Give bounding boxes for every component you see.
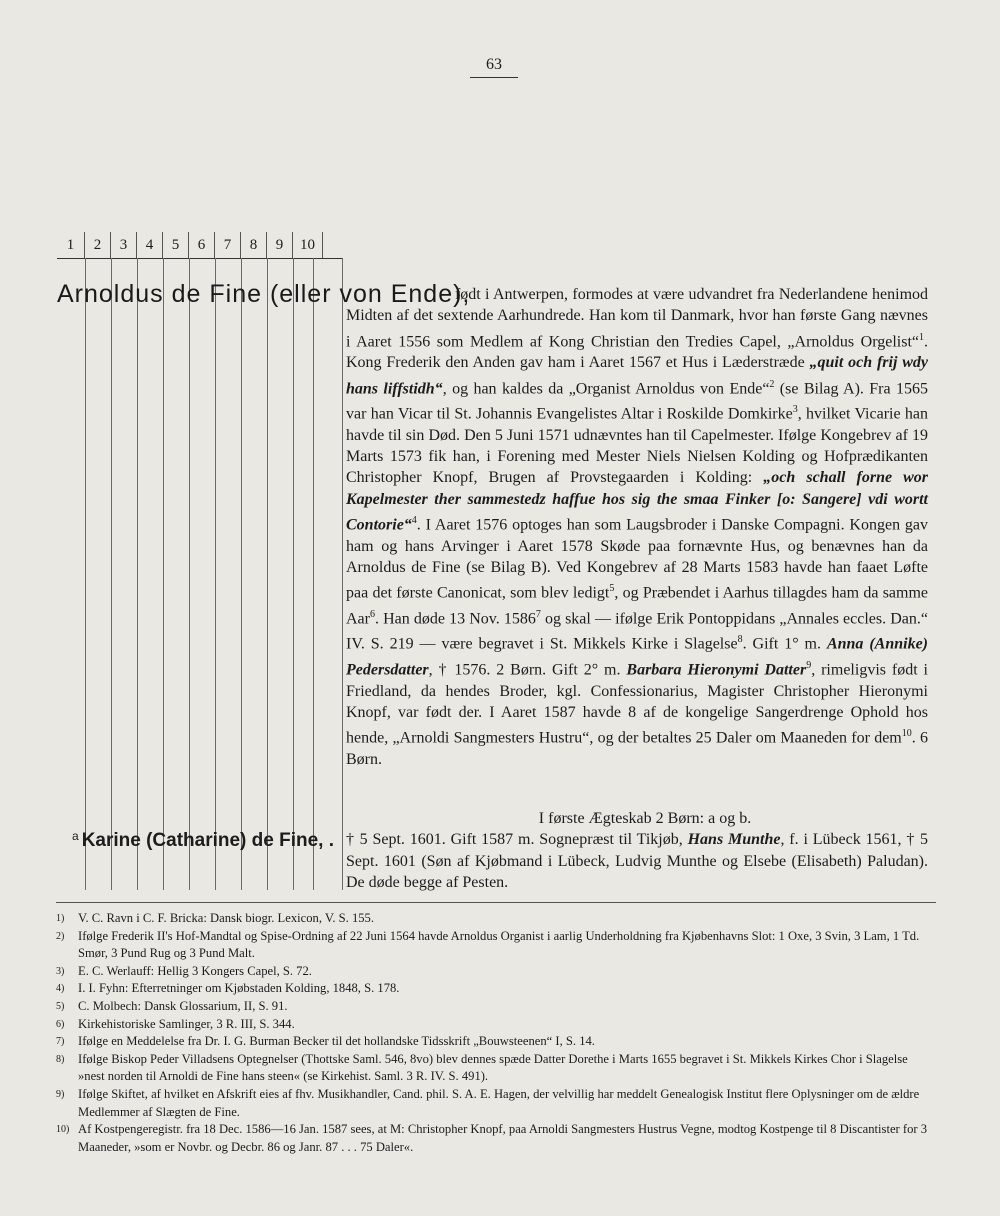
generation-columns-header — [57, 232, 343, 259]
footnote: 1) V. C. Ravn i C. F. Bricka: Dansk biogr. Lexicon, V. S. 155. — [56, 911, 374, 925]
column-rule — [85, 258, 86, 890]
column-rule — [342, 258, 343, 890]
entry-body-arnoldus: født i Antwerpen, formodes at være udvandret fra Nederlandene henimod Midten af det sextende Aarhundrede. Han kom til Danmark, hvor han første Gang nævnes i Aaret 1556 som Medlem af Kong Christian den Tredies Capel, „Arnoldus Orgelist“$^1$. Kong Frederik den Anden gav ham i Aaret 1567 et Hus i Læderstræde „quit och frij wdy hans liffstidh“, og han kaldes da „Organist Arnoldus von Ende“$^2$ (se Bilag A). Fra 1565 var han Vicar til St. Johannis Evangelistes Altar i Roskilde Domkirke$^3$, hvilket Vicarie han havde til sin Død. Den 5 Juni 1571 udnævntes han til Capelmester. Ifølge Kongebrev af 19 Marts 1573 fik han, i Forening med Mester Niels Nielsen Kolding og Hofprædikanten Christopher Knopf, Brugen af Provstegaarden i Kolding: „och schall forne wor Kapelmester ther sammestedz haffue hos sig the smaa Finker [o: Sangere] vdi wortt Contorie“$^4$. I Aaret 1576 optoges han som Laugsbroder i Danske Compagni. Kongen gav ham og hans Arvinger i Aaret 1578 Skøde paa fornævnte Hus, og benævnes han da Arnoldus de Fine (se Bilag B). Ved Kongebrev af 28 Marts 1583 havde han faaet Løfte paa det første Canonicat, som blev ledigt$^5$, og Præbendet i Aarhus tillagdes ham da samme Aar$^6$. Han døde 13 Nov. 1586$^7$ og skal — ifølge Erik Pontoppidans „Annales eccles. Dan.“ IV. S. 219 — være begravet i St. Mikkels Kirke i Slagelse$^8$. Gift 1° m. Anna (Annike) Pedersdatter, † 1576. 2 Børn. Gift 2° m. Barbara Hieronymi Datter$^9$, rimeligvis født i Friedland, da hendes Broder, kgl. Confessionarius, Magister Christopher Hieronymi Knopf, var født der. I Aaret 1587 havde 8 af de kongelige Sangerdrenge Ophold hos hende, „Arnoldi Sangmesters Hustru“, og der betaltes 25 Daler om Maaneden for dem$^{10}$. 6 Børn. — [346, 286, 929, 768]
column-6: 6 — [189, 232, 215, 258]
spouse-name: Anna (Annike) Pedersdatter — [346, 635, 929, 679]
footnote-ref: 4 — [411, 514, 417, 526]
footnote-ref: 3 — [792, 404, 798, 416]
page-number: 63 — [470, 56, 518, 78]
column-8: 8 — [241, 232, 267, 258]
column-3: 3 — [111, 232, 137, 258]
footnote: 5) C. Molbech: Dansk Glossarium, II, S. 91. — [56, 998, 288, 1013]
footnote-ref: 7 — [535, 608, 541, 620]
footnote-separator — [56, 902, 936, 903]
column-rule — [241, 258, 242, 890]
footnote-ref: 5 — [609, 583, 615, 595]
footnote-ref: 8 — [737, 634, 743, 646]
column-rule — [163, 258, 164, 890]
column-rule — [267, 258, 268, 890]
entry-tag: a — [72, 829, 79, 843]
column-rule — [293, 258, 294, 890]
footnote: 8) Ifølge Biskop Peder Villadsens Optegnelser (Thottske Saml. 546, 8vo) blev dennes spæde Datter Dorethe i Marts 1655 begravet i St. Mikkels Kirkes Chor i Slagelse »nest norden til Arnoldi de Fine hans steen« (se Kirkehist. Saml. 3 R. IV. S. 491). — [56, 1051, 908, 1084]
footnote: 2) Ifølge Frederik II's Hof-Mandtal og Spise-Ordning af 22 Juni 1564 havde Arnoldus Organist i aarlig Underholdning fra Kjøbenhavns Slot: 1 Oxe, 3 Svin, 3 Lam, 1 Td. Smør, 3 Pund Rug og 3 Pund Malt. — [56, 928, 920, 961]
spouse-name: Hans Munthe — [687, 831, 781, 849]
section-label: I første Ægteskab 2 Børn: a og b. — [538, 810, 752, 827]
column-4: 4 — [137, 232, 163, 258]
footnote: 7) Ifølge en Meddelelse fra Dr. I. G. Burman Becker til det hollandske Tidsskrift „Bouwsteenen“ I, S. 14. — [56, 1034, 595, 1049]
footnote: 4) I. I. Fyhn: Efterretninger om Kjøbstaden Kolding, 1848, S. 178. — [56, 981, 400, 996]
quote: „och schall forne wor Kapelmester ther sammestedz haffue hos sig the smaa Finker [o: Sangere] vdi wortt Contorie“ — [346, 469, 929, 534]
footnote: 10) Af Kostpengeregistr. fra 18 Dec. 1586—16 Jan. 1587 sees, at M: Christopher Knopf, paa Arnoldi Sangmesters Hustrus Vegne, modtog Kostpenge til 8 Discantister for 3 Maaneder, »som er Novbr. og Decbr. 86 og Janr. 87 . . . 75 Daler«. — [56, 1122, 928, 1154]
footnote: 3) E. C. Werlauff: Hellig 3 Kongers Capel, S. 72. — [56, 963, 312, 978]
column-9: 9 — [267, 232, 293, 258]
footnotes — [56, 910, 936, 1156]
column-rule — [215, 258, 216, 890]
column-10: 10 — [293, 232, 323, 258]
footnote: 9) Ifølge Skiftet, af hvilket en Afskrift eies af fhv. Musikhandler, Cand. phil. S. A. E. Hagen, der velvillig har meddelt Genealogisk Institut flere Oplysninger om de ældre Medlemmer af Slægten de Fine. — [56, 1086, 920, 1119]
entry-body-karine: I første Ægteskab 2 Børn: a og b. † 5 Sept. 1601. Gift 1587 m. Sognepræst til Tikjøb, Hans Munthe, f. i Lübeck 1561, † 5 Sept. 1601 (Søn af Kjøbmand i Lübeck, Ludvig Munthe og Elsebe (Elisabeth) Paludan). De døde begge af Pesten. — [346, 810, 929, 891]
column-rule — [189, 258, 190, 890]
column-1: 1 — [57, 232, 85, 258]
spouse-name: Barbara Hieronymi Datter — [626, 661, 807, 679]
footnote-ref: 1 — [919, 331, 924, 343]
footnote-ref: 9 — [806, 660, 812, 672]
column-rule — [137, 258, 138, 890]
column-7: 7 — [215, 232, 241, 258]
column-rule — [111, 258, 112, 890]
column-5: 5 — [163, 232, 189, 258]
entry-heading-karine: $^a$ Karine (Catharine) de Fine, . — [72, 829, 335, 851]
footnote-ref: 6 — [369, 608, 375, 620]
footnote-ref: 10 — [901, 728, 912, 740]
entry-heading-arnoldus: Arnoldus de Fine (eller von Ende), — [57, 280, 471, 308]
column-rule — [313, 258, 314, 890]
column-2: 2 — [85, 232, 111, 258]
quote: „quit och frij wdy hans liffstidh“ — [346, 354, 928, 397]
footnote: 6) Kirkehistoriske Samlinger, 3 R. III, S. 344. — [56, 1016, 295, 1031]
footnote-ref: 2 — [769, 378, 775, 390]
